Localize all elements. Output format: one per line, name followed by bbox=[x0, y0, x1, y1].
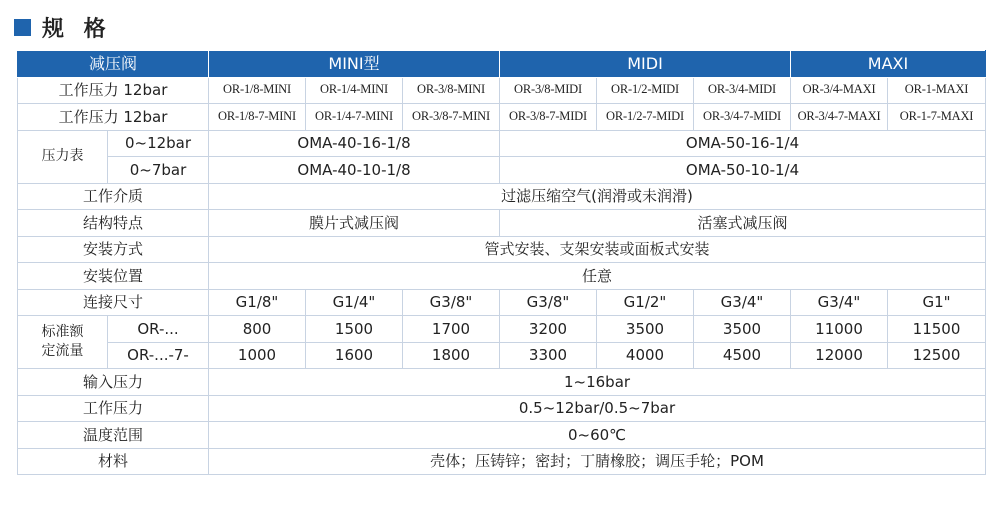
model-cell: OR-1/2-7-MIDI bbox=[597, 104, 694, 131]
model-cell: OR-1-7-MAXI bbox=[888, 104, 986, 131]
gauge-model: OMA-40-16-1/8 bbox=[209, 130, 500, 157]
row-value: 壳体；压铸锌；密封；丁腈橡胶；调压手轮；POM bbox=[209, 448, 986, 475]
model-cell: OR-3/4-MIDI bbox=[694, 77, 791, 104]
table-row-wp2 bbox=[18, 104, 986, 131]
row-value: 1~16bar bbox=[209, 369, 986, 396]
port-cell: G3/8" bbox=[500, 289, 597, 316]
row-label: 温度范围 bbox=[18, 422, 209, 449]
flow-cell: 3500 bbox=[597, 316, 694, 343]
header-valve: 减压阀 bbox=[18, 51, 209, 78]
flow-group-line1: 标准额 bbox=[41, 324, 84, 341]
model-cell: OR-3/8-7-MINI bbox=[403, 104, 500, 131]
row-label: 工作介质 bbox=[18, 183, 209, 210]
port-cell: G3/8" bbox=[403, 289, 500, 316]
table-row-structure bbox=[18, 210, 986, 237]
flow-cell: 800 bbox=[209, 316, 306, 343]
row-value: 任意 bbox=[209, 263, 986, 290]
row-label: 材料 bbox=[18, 448, 209, 475]
table-row-medium bbox=[18, 183, 986, 210]
table-row-temp bbox=[18, 422, 986, 449]
port-cell: G1" bbox=[888, 289, 986, 316]
flow-cell: 4500 bbox=[694, 342, 791, 369]
flow-cell: 4000 bbox=[597, 342, 694, 369]
model-cell: OR-3/4-7-MAXI bbox=[791, 104, 888, 131]
model-cell: OR-1/2-MIDI bbox=[597, 77, 694, 104]
table-row-gauge-1 bbox=[18, 130, 986, 157]
flow-cell: 1800 bbox=[403, 342, 500, 369]
model-cell: OR-1/8-MINI bbox=[209, 77, 306, 104]
table-row-gauge-2 bbox=[18, 157, 986, 184]
header-maxi: MAXI bbox=[791, 51, 986, 78]
flow-series: OR-...-7- bbox=[108, 342, 209, 369]
table-row-flow-2 bbox=[18, 342, 986, 369]
port-cell: G1/8" bbox=[209, 289, 306, 316]
header-mini: MINI型 bbox=[209, 51, 500, 78]
row-label: 工作压力 12bar bbox=[18, 77, 209, 104]
row-label: 工作压力 12bar bbox=[18, 104, 209, 131]
port-cell: G1/4" bbox=[306, 289, 403, 316]
row-label: 安装位置 bbox=[18, 263, 209, 290]
flow-group-label bbox=[18, 316, 108, 369]
title-text: 规 格 bbox=[42, 16, 112, 42]
model-cell: OR-1/8-7-MINI bbox=[209, 104, 306, 131]
flow-cell: 3500 bbox=[694, 316, 791, 343]
row-value: 0~60℃ bbox=[209, 422, 986, 449]
model-cell: OR-3/8-7-MIDI bbox=[500, 104, 597, 131]
table-row-position bbox=[18, 263, 986, 290]
model-cell: OR-3/8-MIDI bbox=[500, 77, 597, 104]
port-cell: G1/2" bbox=[597, 289, 694, 316]
flow-series: OR-... bbox=[108, 316, 209, 343]
flow-cell: 1000 bbox=[209, 342, 306, 369]
flow-cell: 11000 bbox=[791, 316, 888, 343]
table-row-port bbox=[18, 289, 986, 316]
row-value: 过滤压缩空气(润滑或未润滑) bbox=[209, 183, 986, 210]
gauge-range: 0~7bar bbox=[108, 157, 209, 184]
flow-cell: 1700 bbox=[403, 316, 500, 343]
gauge-range: 0~12bar bbox=[108, 130, 209, 157]
port-cell: G3/4" bbox=[694, 289, 791, 316]
flow-cell: 12000 bbox=[791, 342, 888, 369]
spec-table bbox=[17, 50, 986, 475]
title-square-icon bbox=[14, 19, 31, 36]
flow-cell: 3300 bbox=[500, 342, 597, 369]
row-value: 管式安装、支架安装或面板式安装 bbox=[209, 236, 986, 263]
section-title bbox=[14, 12, 112, 42]
row-label: 安装方式 bbox=[18, 236, 209, 263]
flow-cell: 12500 bbox=[888, 342, 986, 369]
model-cell: OR-1/4-7-MINI bbox=[306, 104, 403, 131]
gauge-model: OMA-40-10-1/8 bbox=[209, 157, 500, 184]
table-row-install bbox=[18, 236, 986, 263]
table-row-work bbox=[18, 395, 986, 422]
table-row-flow-1 bbox=[18, 316, 986, 343]
row-label: 输入压力 bbox=[18, 369, 209, 396]
gauge-model: OMA-50-10-1/4 bbox=[500, 157, 986, 184]
row-label: 工作压力 bbox=[18, 395, 209, 422]
table-row-input bbox=[18, 369, 986, 396]
flow-cell: 1500 bbox=[306, 316, 403, 343]
gauge-model: OMA-50-16-1/4 bbox=[500, 130, 986, 157]
table-header-row bbox=[18, 51, 986, 78]
row-value: 膜片式减压阀 bbox=[209, 210, 500, 237]
gauge-group-label: 压力表 bbox=[18, 130, 108, 183]
model-cell: OR-1/4-MINI bbox=[306, 77, 403, 104]
flow-cell: 11500 bbox=[888, 316, 986, 343]
model-cell: OR-3/8-MINI bbox=[403, 77, 500, 104]
model-cell: OR-3/4-MAXI bbox=[791, 77, 888, 104]
row-label: 连接尺寸 bbox=[18, 289, 209, 316]
row-value: 活塞式减压阀 bbox=[500, 210, 986, 237]
flow-group-line2: 定流量 bbox=[41, 343, 84, 359]
row-value: 0.5~12bar/0.5~7bar bbox=[209, 395, 986, 422]
row-label: 结构特点 bbox=[18, 210, 209, 237]
flow-cell: 3200 bbox=[500, 316, 597, 343]
table-row-material bbox=[18, 448, 986, 475]
flow-cell: 1600 bbox=[306, 342, 403, 369]
table-row-wp1 bbox=[18, 77, 986, 104]
header-midi: MIDI bbox=[500, 51, 791, 78]
model-cell: OR-1-MAXI bbox=[888, 77, 986, 104]
port-cell: G3/4" bbox=[791, 289, 888, 316]
model-cell: OR-3/4-7-MIDI bbox=[694, 104, 791, 131]
